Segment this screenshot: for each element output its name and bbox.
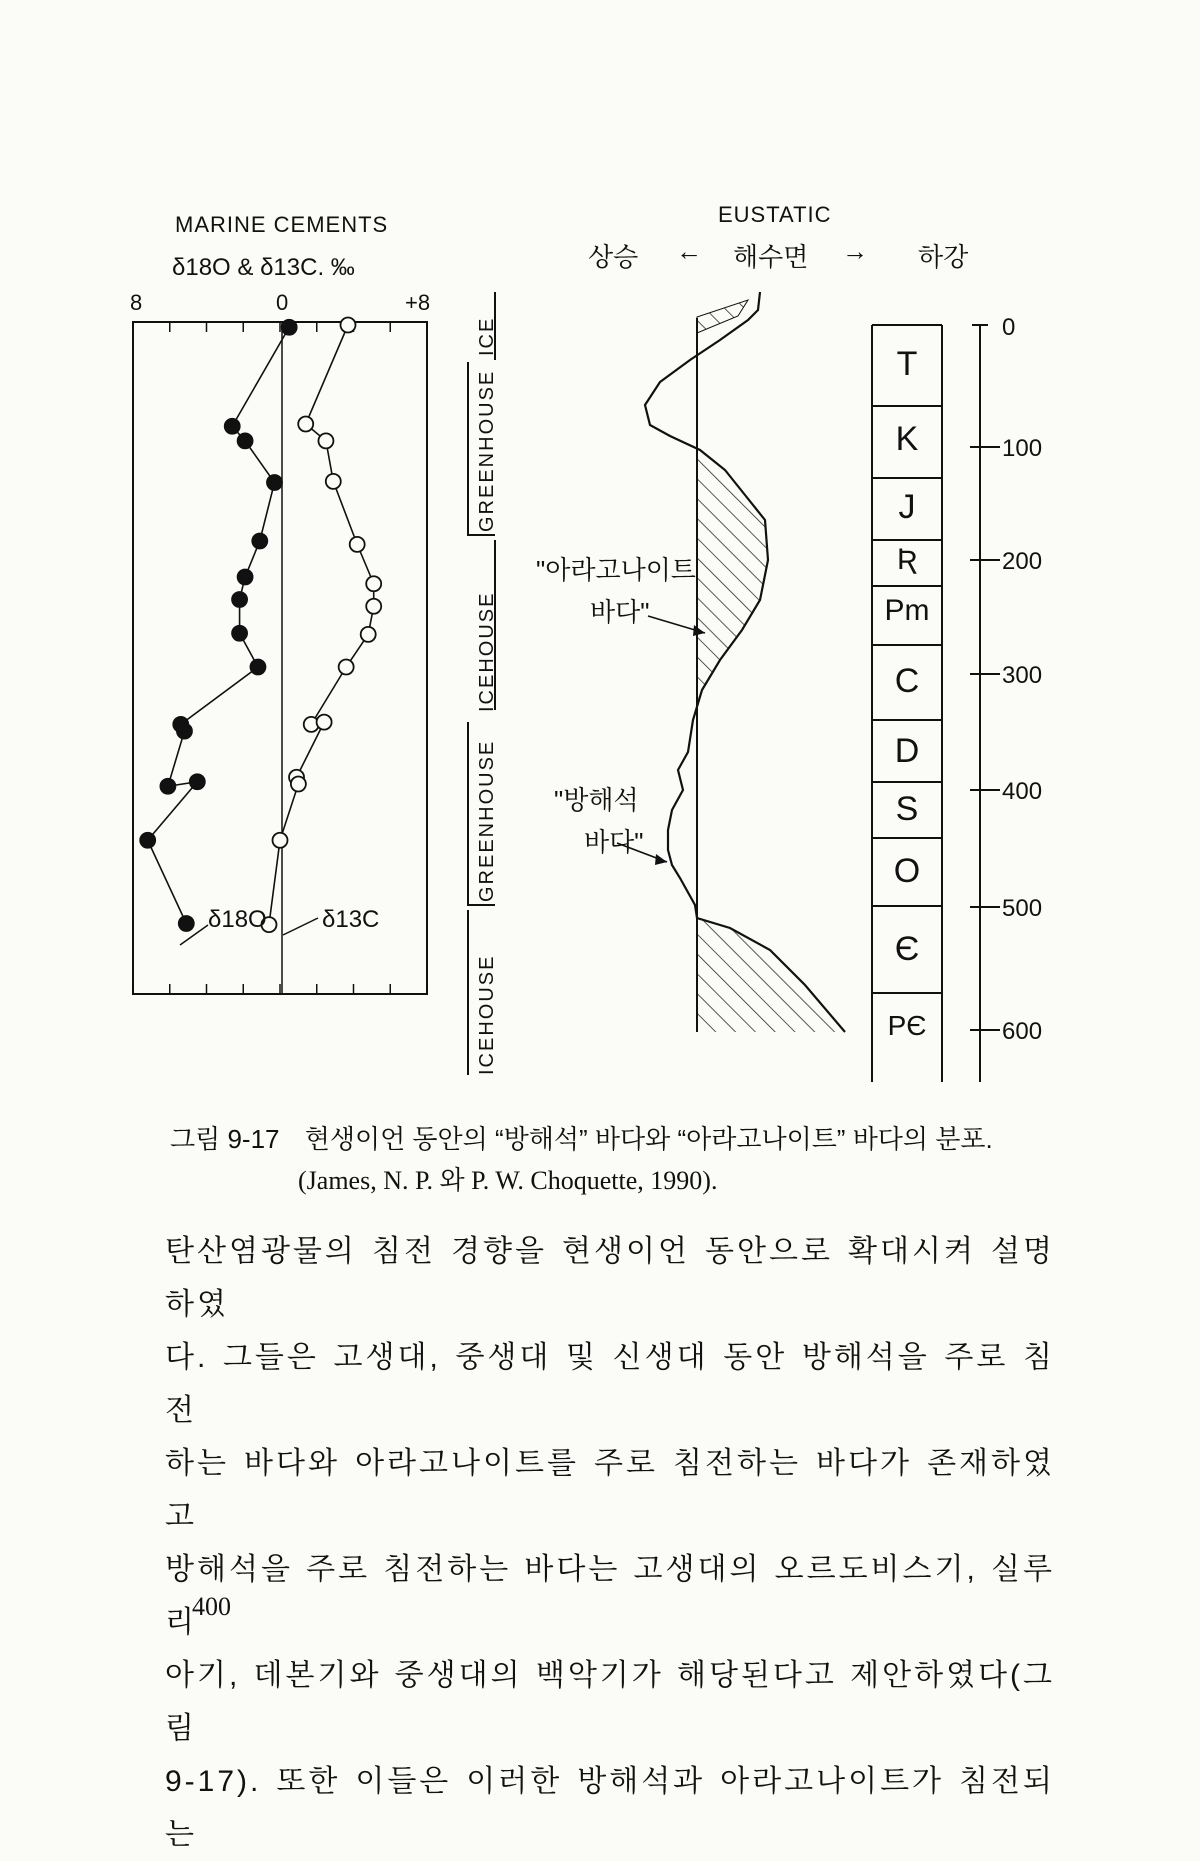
body-paragraph: [165, 1225, 1055, 1861]
period-cretaceous: K: [895, 420, 919, 458]
isotope-axis-title: δ18O & δ13C. ‰: [172, 254, 355, 281]
caption-citation: (James, N. P. 와 P. W. Choquette, 1990).: [298, 1166, 718, 1195]
climate-label-icehouse: ICEHOUSE: [476, 591, 498, 712]
age-tick: 0: [1002, 314, 1016, 341]
period-tertiary: T: [896, 345, 918, 383]
body-line: 9-17). 또한 이들은 이러한 방해석과 아라고나이트가 침전되는: [165, 1765, 1055, 1851]
age-tick: 300: [1002, 662, 1043, 689]
body-line: 탄산염광물의 침전 경향을 현생이언 동안으로 확대시켜 설명하였: [165, 1235, 1055, 1321]
period-silurian: S: [895, 790, 919, 828]
sea-level-label: 해수면: [733, 242, 809, 272]
climate-label-greenhouse: GREENHOUSE: [476, 369, 498, 532]
aragonite-sea-label-2: 바다": [590, 597, 650, 627]
age-tick: 200: [1002, 548, 1043, 575]
climate-label-greenhouse: GREENHOUSE: [476, 739, 498, 902]
period-cambrian: Є: [894, 930, 920, 968]
body-line: 방해석을 주로 침전하는 바다는 고생대의 오르도비스기, 실루리: [165, 1553, 1055, 1639]
aragonite-sea-label: "아라고나이트: [536, 555, 696, 585]
period-permian: Pm: [884, 594, 930, 627]
sea-level-rise-label: 상승: [588, 242, 639, 272]
period-devonian: D: [894, 732, 920, 770]
period-jurassic: J: [898, 488, 916, 526]
page-number: 400: [192, 1592, 231, 1621]
calcite-sea-label-2: 바다": [584, 827, 644, 857]
axis-tick-label: 0: [276, 290, 289, 315]
c13-label: δ13C: [322, 906, 380, 933]
caption-label: 그림 9-17: [170, 1124, 280, 1154]
marine-cements-title: MARINE CEMENTS: [175, 212, 389, 237]
body-line: 다. 그들은 고생대, 중생대 및 신생대 동안 방해석을 주로 침전: [165, 1341, 1055, 1427]
axis-tick-label: +8: [405, 290, 431, 315]
age-tick: 600: [1002, 1018, 1043, 1045]
figure-caption: [170, 1118, 1070, 1202]
age-tick: 500: [1002, 895, 1043, 922]
eustatic-title: EUSTATIC: [718, 202, 832, 227]
age-tick: 400: [1002, 778, 1043, 805]
o18-label: δ18O: [208, 906, 267, 933]
caption-text: 현생이언 동안의 “방해석” 바다와 “아라고나이트” 바다의 분포.: [304, 1124, 993, 1154]
arrow-left-icon: ←: [676, 236, 702, 266]
climate-label-ice: ICE: [476, 316, 498, 356]
age-tick: 100: [1002, 435, 1043, 462]
climate-label-icehouse: ICEHOUSE: [476, 954, 498, 1075]
period-ordovician: O: [893, 852, 921, 890]
arrow-right-icon: →: [842, 236, 868, 266]
body-line: 아기, 데본기와 중생대의 백악기가 해당된다고 제안하였다(그림: [165, 1659, 1055, 1745]
period-precambrian: PЄ: [887, 1010, 927, 1041]
calcite-sea-label: "방해석: [554, 785, 639, 815]
body-line: 하는 바다와 아라고나이트를 주로 침전하는 바다가 존재하였고: [165, 1447, 1055, 1533]
sea-level-fall-label: 하강: [918, 242, 969, 272]
period-carboniferous: C: [894, 662, 920, 700]
axis-tick-label: 8: [130, 290, 143, 315]
period-triassic: Ʀ: [896, 543, 917, 576]
